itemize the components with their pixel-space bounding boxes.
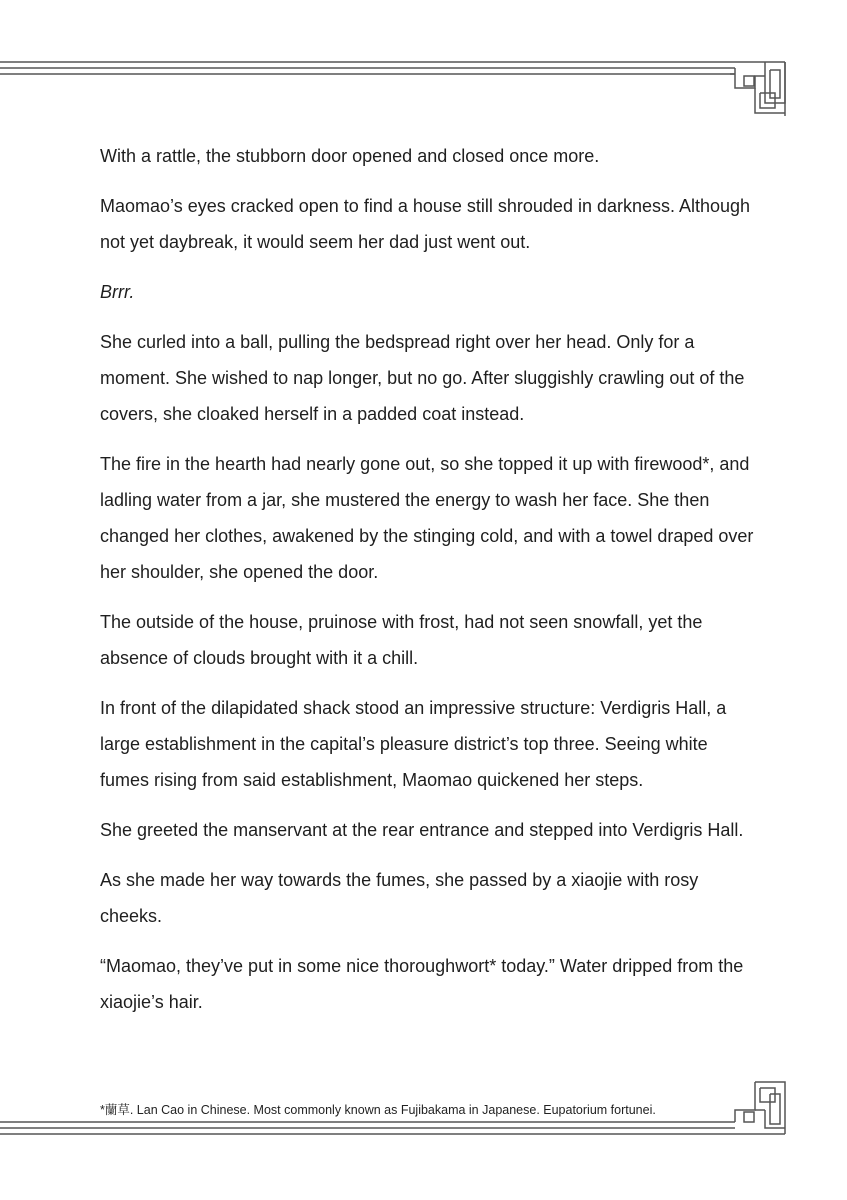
paragraph-5: The fire in the hearth had nearly gone out, so she topped it up with firewood*, and ladling water from a jar, she mustered the energy to wash her face. She then changed her clothes, awakened by the stinging cold, and with a towel draped over her shoulder, she opened the door. [100,454,754,582]
paragraph-6: The outside of the house, pruinose with frost, had not seen snowfall, yet the absence of clouds brought with it a chill. [100,612,703,668]
top-decorative-border [0,58,847,118]
paragraph-2: Maomao’s eyes cracked open to find a house still shrouded in darkness. Although not yet daybreak, it would seem her dad just went out. [100,196,751,252]
body-text [100,138,760,1034]
paragraph-8: She greeted the manservant at the rear entrance and stepped into Verdigris Hall. [100,820,744,840]
paragraph-10: “Maomao, they’ve put in some nice thoroughwort* today.” Water dripped from the xiaojie’s hair. [100,956,744,1012]
paragraph-7: In front of the dilapidated shack stood an impressive structure: Verdigris Hall, a large establishment in the capital’s pleasure district’s top three. Seeing white fumes rising from said establishment, Maomao quickened her steps. [100,698,727,790]
paragraph-3: Brrr. [100,282,135,302]
footnote: *蘭草. Lan Cao in Chinese. Most commonly known as Fujibakama in Japanese. Eupatorium fortunei. [100,1103,656,1117]
paragraph-9: As she made her way towards the fumes, she passed by a xiaojie with rosy cheeks. [100,870,699,926]
paragraph-1: With a rattle, the stubborn door opened and closed once more. [100,146,600,166]
bottom-decorative-border [0,1080,847,1140]
paragraph-4: She curled into a ball, pulling the bedspread right over her head. Only for a moment. She wished to nap longer, but no go. After sluggishly crawling out of the covers, she cloaked herself in a padded coat instead. [100,332,745,424]
